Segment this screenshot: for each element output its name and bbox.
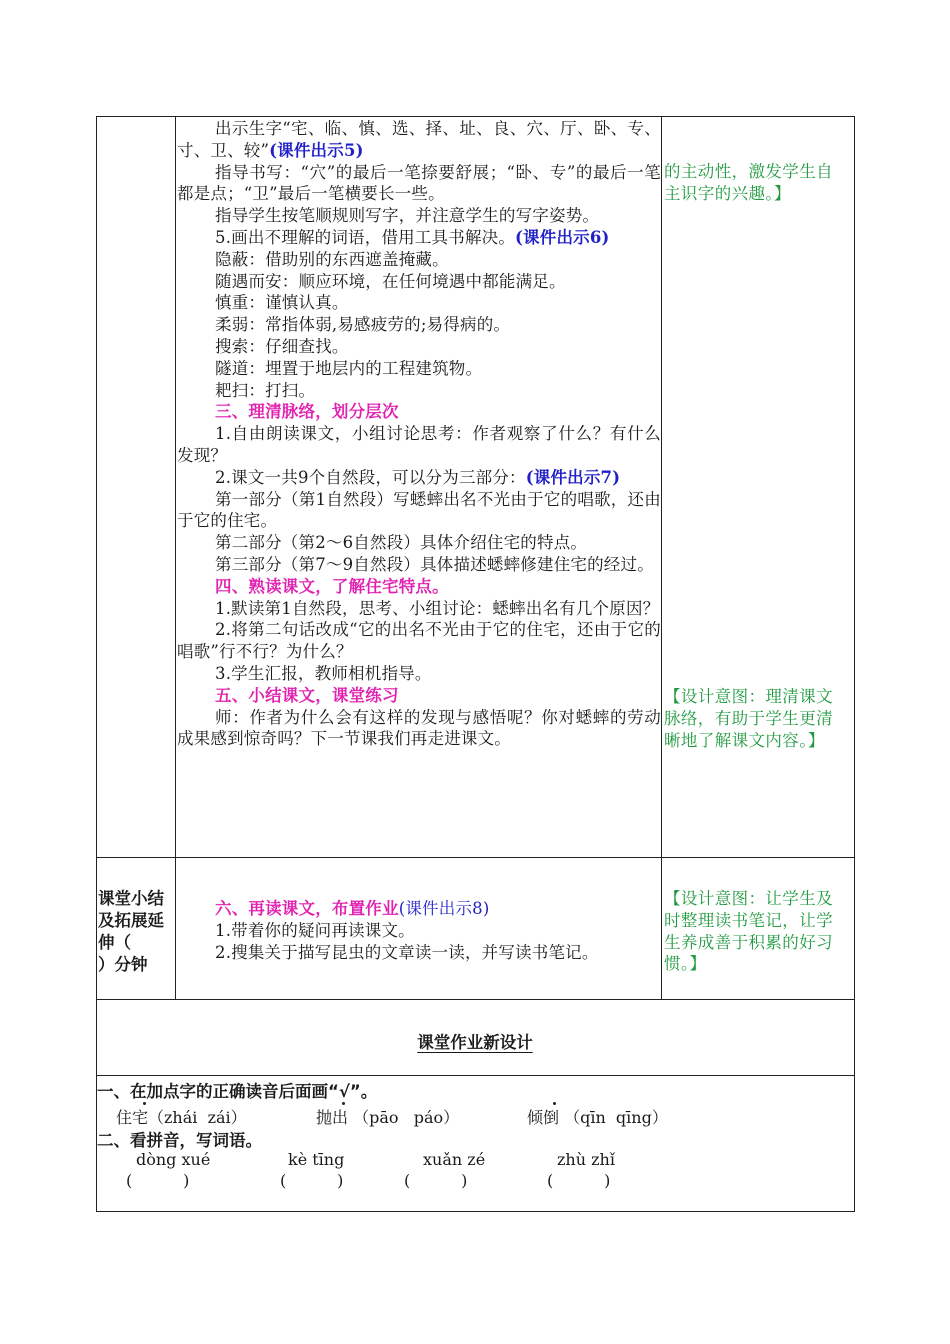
row-divider-3 xyxy=(96,1075,855,1076)
column-divider-1 xyxy=(175,116,176,1000)
process-paragraph xyxy=(177,336,661,358)
process-paragraph xyxy=(177,401,661,423)
process-paragraph xyxy=(177,227,661,249)
process-paragraph xyxy=(177,707,661,751)
process-paragraph xyxy=(177,489,661,533)
summary-item: 2.搜集关于描写昆虫的文章读一读，并写读书笔记。 xyxy=(215,942,599,962)
paragraph-text: 第一部分（第1自然段）写蟋蟀出名不光由于它的唱歌，还由于它的住宅。 xyxy=(177,489,661,531)
process-paragraph xyxy=(177,205,661,227)
paragraph-text: 1.自由朗读课文，小组讨论思考：作者观察了什么？有什么发现？ xyxy=(177,424,661,465)
paragraph-text: 出示生字“宅、临、慎、选、择、址、良、穴、厅、卧、专、寸、卫、较” xyxy=(177,119,661,160)
courseware-ref: (课件出示7) xyxy=(525,467,621,487)
paragraph-text: 2.课文一共9个自然段，可以分为三部分： xyxy=(215,467,526,487)
process-paragraph xyxy=(177,380,661,402)
design-note-top: 的主动性，激发学生自主识字的兴趣。】 xyxy=(664,162,833,203)
section-heading: 三、理清脉络，划分层次 xyxy=(215,402,399,422)
process-paragraph xyxy=(177,118,661,162)
design-note-summary: 【设计意图：让学生及时整理读书笔记，让学生养成善于积累的好习惯。】 xyxy=(664,889,833,974)
row-divider-1 xyxy=(96,857,855,858)
q1-item: 住宅（zhái zái） xyxy=(116,1108,247,1127)
pinyin-prompt: kè tīng xyxy=(288,1150,345,1169)
summary-row-content xyxy=(177,898,661,963)
paragraph-text: 2.将第二句话改成“它的出名不光由于它的住宅，还由于它的唱歌”行不行？为什么？ xyxy=(177,620,661,662)
section-heading: 四、熟读课文，了解住宅特点。 xyxy=(215,576,449,596)
process-paragraph xyxy=(177,663,661,685)
process-paragraph xyxy=(177,423,661,467)
answer-blank[interactable]: ( ) xyxy=(404,1171,468,1190)
teaching-process-text xyxy=(177,118,661,750)
process-paragraph xyxy=(177,358,661,380)
question-1 xyxy=(97,1078,851,1102)
answer-blank[interactable]: ( ) xyxy=(547,1171,611,1190)
paragraph-text: 隧道：埋置于地层内的工程建筑物。 xyxy=(215,358,483,378)
process-paragraph xyxy=(177,685,661,707)
process-paragraph xyxy=(177,598,661,620)
pinyin-prompt: dòng xué xyxy=(136,1150,211,1169)
pinyin-prompt: xuǎn zé xyxy=(423,1150,486,1169)
paragraph-text: 3.学生汇报，教师相机指导。 xyxy=(215,663,432,683)
process-paragraph xyxy=(177,467,661,489)
courseware-ref: (课件出示5) xyxy=(269,140,364,160)
summary-row-label: 课堂小结 及拓展延 伸（ ）分钟 xyxy=(98,889,164,974)
paragraph-text: 指导书写：“穴”的最后一笔捺要舒展；“卧、专”的最后一笔都是点；“卫”最后一笔横要长一些。 xyxy=(177,162,661,204)
paragraph-text: 5.画出不理解的词语，借用工具书解决。 xyxy=(215,227,516,247)
paragraph-text: 随遇而安：顺应环境，在任何境遇中都能满足。 xyxy=(215,271,566,291)
question-2-heading: 二、看拼音，写词语。 xyxy=(97,1131,262,1150)
paragraph-text: 隐蔽：借助别的东西遮盖掩藏。 xyxy=(215,249,449,269)
answer-blank[interactable]: ( ) xyxy=(126,1171,190,1190)
process-paragraph xyxy=(177,292,661,314)
process-paragraph xyxy=(177,532,661,554)
q1-item: 倾倒 （qīn qīng） xyxy=(527,1108,668,1127)
courseware-ref: (课件出示6) xyxy=(515,227,610,247)
paragraph-text: 指导学生按笔顺规则写字，并注意学生的写字姿势。 xyxy=(215,206,600,226)
paragraph-text: 第二部分（第2～6自然段）具体介绍住宅的特点。 xyxy=(215,533,588,553)
paragraph-text: 1.默读第1自然段，思考、小组讨论：蟋蟀出名有几个原因？ xyxy=(215,598,660,618)
process-paragraph xyxy=(177,271,661,293)
column-divider-2 xyxy=(661,116,662,1000)
paragraph-text: 柔弱：常指体弱,易感疲劳的;易得病的。 xyxy=(215,315,511,335)
paragraph-text: 师：作者为什么会有这样的发现与感悟呢？你对蟋蟀的劳动成果感到惊奇吗？下一节课我们再走进课文。 xyxy=(177,707,661,749)
answer-blank[interactable]: ( ) xyxy=(280,1171,344,1190)
paragraph-text: 搜索：仔细查找。 xyxy=(215,336,349,356)
paragraph-text: 第三部分（第7～9自然段）具体描述蟋蟀修建住宅的经过。 xyxy=(215,554,654,574)
paragraph-text: 慎重：谨慎认真。 xyxy=(215,293,349,313)
process-paragraph xyxy=(177,249,661,271)
design-note-structure: 【设计意图：理清课文脉络，有助于学生更清晰地了解课文内容。】 xyxy=(664,687,833,750)
row-divider-2 xyxy=(96,999,855,1000)
process-paragraph xyxy=(177,576,661,598)
question-1-heading: 一、在加点字的正确读音后面画“√”。 xyxy=(97,1082,378,1101)
summary-item: 1.带着你的疑问再读课文。 xyxy=(215,920,415,940)
homework-assign-heading: 六、再读课文，布置作业 xyxy=(215,899,399,918)
pinyin-prompt: zhù zhǐ xyxy=(557,1150,615,1169)
process-paragraph xyxy=(177,619,661,663)
section-heading: 五、小结课文，课堂练习 xyxy=(215,685,399,705)
process-paragraph xyxy=(177,162,661,206)
paragraph-text: 耙扫：打扫。 xyxy=(215,380,316,400)
process-paragraph xyxy=(177,314,661,336)
question-2 xyxy=(97,1127,851,1151)
q1-item: 抛出 （pāo páo） xyxy=(316,1108,460,1127)
courseware-ref: (课件出示8) xyxy=(398,899,490,918)
homework-title: 课堂作业新设计 xyxy=(417,1033,533,1052)
process-paragraph xyxy=(177,554,661,576)
